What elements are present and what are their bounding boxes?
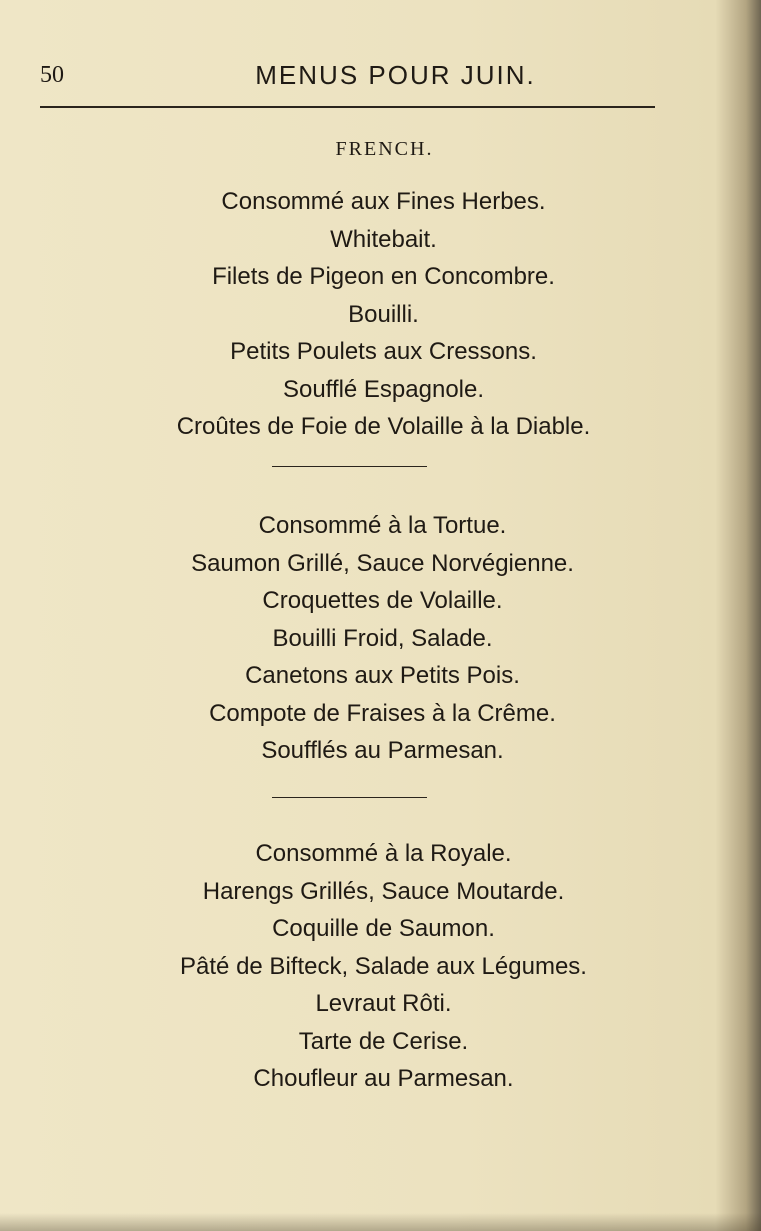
menu-item: Compote de Fraises à la Crême. bbox=[209, 699, 556, 727]
menu-item: Croûtes de Foie de Volaille à la Diable. bbox=[176, 413, 591, 440]
menu-item: Whitebait. bbox=[330, 225, 437, 253]
menu-divider bbox=[272, 797, 427, 798]
menu-item: Bouilli. bbox=[348, 300, 419, 328]
menu-item: Petits Poulets aux Cressons. bbox=[230, 338, 537, 365]
page-bottom-shadow bbox=[0, 1213, 761, 1231]
menu-item: Croquettes de Volaille. bbox=[262, 587, 503, 614]
menu-item: Harengs Grillés, Sauce Moutarde. bbox=[202, 877, 565, 905]
page-number: 50 bbox=[40, 62, 64, 88]
menu-item: Consommé à la Tortue. bbox=[258, 512, 507, 539]
menu-item: Consommé à la Royale. bbox=[255, 840, 512, 867]
menu-item: Coquille de Saumon. bbox=[272, 915, 495, 942]
running-title: MENUS POUR JUIN. bbox=[255, 60, 536, 90]
header-rule bbox=[40, 106, 655, 108]
menu-item: Soufflé Espagnole. bbox=[282, 375, 485, 403]
menu-item: Saumon Grillé, Sauce Norvégienne. bbox=[191, 549, 574, 577]
menu-item: Consommé aux Fines Herbes. bbox=[221, 188, 546, 215]
menu-item: Pâté de Bifteck, Salade aux Légumes. bbox=[180, 952, 587, 980]
menu-item: Choufleur au Parmesan. bbox=[253, 1065, 514, 1092]
menu-item: Levraut Rôti. bbox=[315, 990, 452, 1017]
menu-2 bbox=[0, 507, 761, 770]
menu-item: Filets de Pigeon en Concombre. bbox=[212, 263, 555, 290]
menu-1 bbox=[0, 183, 761, 446]
menu-divider bbox=[272, 466, 427, 467]
menu-item: Tarte de Cerise. bbox=[298, 1027, 469, 1055]
section-label: FRENCH. bbox=[335, 138, 434, 160]
menu-item: Bouilli Froid, Salade. bbox=[272, 624, 493, 652]
menu-item: Canetons aux Petits Pois. bbox=[245, 662, 520, 689]
menu-item: Soufflés au Parmesan. bbox=[261, 737, 504, 764]
menu-3 bbox=[0, 835, 761, 1098]
